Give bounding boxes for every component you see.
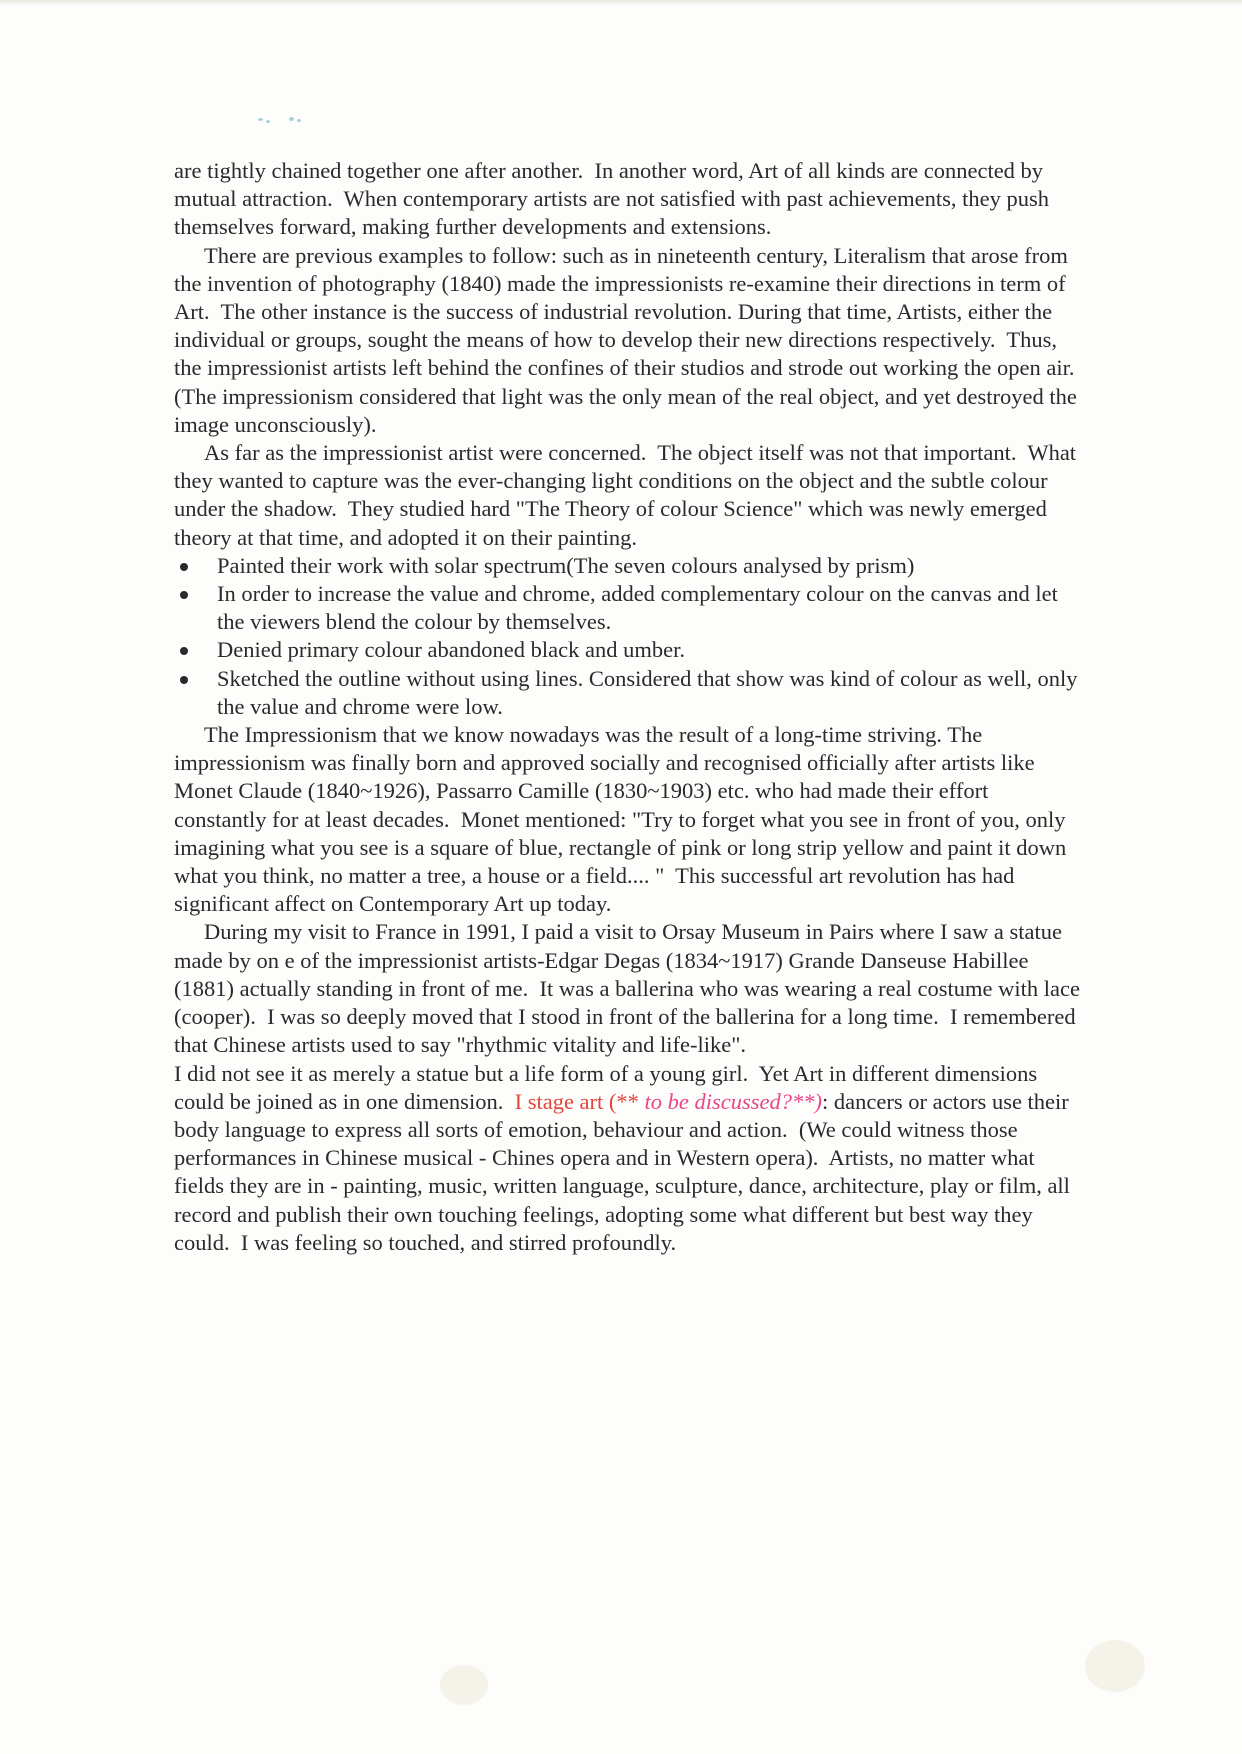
paragraph: As far as the impressionist artist were concerned. The object itself was not that important. What they wanted to capture was the ever-changing light conditions on the object and the subtle colour under the shadow. They studied hard "The Theory of colour Science" which was newly emerged theory at that time, and adopted it on their painting. — [174, 440, 1082, 550]
paragraph: The Impressionism that we know nowadays was the result of a long-time striving. The impressionism was finally born and approved socially and recognised officially after artists like Monet Claude (1840~1926), Passarro Camille (1830~1903) etc. who had made their effort constantly for at least decades. Monet mentioned: "Try to forget what you see in front of you, only imagining what you see is a square of blue, rectangle of pink or long strip yellow and paint it down what you think, no matter a tree, a house or a field.... " This successful art revolution has had significant affect on Contemporary Art up today. — [174, 722, 1072, 917]
ink-speck — [266, 120, 270, 123]
ink-speck — [258, 118, 263, 121]
paragraph-text: : dancers or actors use their body language to express all sorts of emotion, behaviour and action. (We could witness those performances in Chinese musical - Chines opera and in Western opera). Artists, no matter what fields they are in - painting, music, written language, sculpture, dance, architecture, play or film, all record and publish their own touching feelings, adopting some what different but best way they could. I was feeling so touched, and stirred profoundly. — [174, 1088, 1076, 1255]
list-item — [174, 665, 1086, 721]
page-top-edge — [0, 0, 1242, 6]
highlighted-note-pink: to be discussed?**) — [638, 1088, 823, 1114]
bullet-icon — [180, 563, 188, 571]
paragraph-text: I did not see it as merely a statue but a life form of a young girl. Yet Art in different dimensions could be joined as in one dimension. — [174, 1060, 1043, 1114]
list-item — [174, 636, 1086, 664]
bullet-list — [174, 552, 1086, 721]
list-item-text: In order to increase the value and chrome, added complementary colour on the canvas and let the viewers blend the colour by themselves. — [217, 581, 1058, 635]
ink-speck — [297, 119, 301, 122]
list-item — [174, 552, 1086, 580]
paragraph: During my visit to France in 1991, I paid a visit to Orsay Museum in Pairs where I saw a statue made by on e of the impressionist artists-Edgar Degas (1834~1917) Grande Danseuse Habillee (1881) actually standing in front of me. It was a ballerina who was wearing a real costume with lace (cooper). I was so deeply moved that I stood in front of the ballerina for a long time. I remembered that Chinese artists used to say "rhythmic vitality and life-like". — [174, 919, 1086, 1058]
paper-stain — [1085, 1640, 1145, 1692]
document-body — [174, 157, 1086, 1257]
list-item — [174, 580, 1086, 636]
paragraph: are tightly chained together one after another. In another word, Art of all kinds are connected by mutual attraction. When contemporary artists are not satisfied with past achievements, they push themselves forward, making further developments and extensions. — [174, 158, 1055, 240]
highlighted-note-red: I stage art (** — [514, 1088, 639, 1114]
list-item-text: Sketched the outline without using lines. Considered that show was kind of colour as well, only the value and chrome were low. — [217, 665, 1078, 719]
paragraph: There are previous examples to follow: such as in nineteenth century, Literalism that arose from the invention of photography (1840) made the impressionists re-examine their directions in term of Art. The other instance is the success of industrial revolution. During that time, Artists, either the individual or groups, sought the means of how to develop their new directions respectively. Thus, the impressionist artists left behind the confines of their studios and strode out working the open air. (The impressionism considered that light was the only mean of the real object, and yet destroyed the image unconsciously). — [174, 242, 1083, 437]
bullet-icon — [180, 647, 188, 655]
paper-stain — [440, 1665, 488, 1705]
paragraph — [174, 1060, 1086, 1257]
bullet-icon — [180, 676, 188, 684]
list-item-text: Painted their work with solar spectrum(The seven colours analysed by prism) — [217, 552, 915, 578]
bullet-icon — [180, 591, 188, 599]
list-item-text: Denied primary colour abandoned black and umber. — [217, 637, 685, 663]
ink-speck — [289, 117, 294, 121]
